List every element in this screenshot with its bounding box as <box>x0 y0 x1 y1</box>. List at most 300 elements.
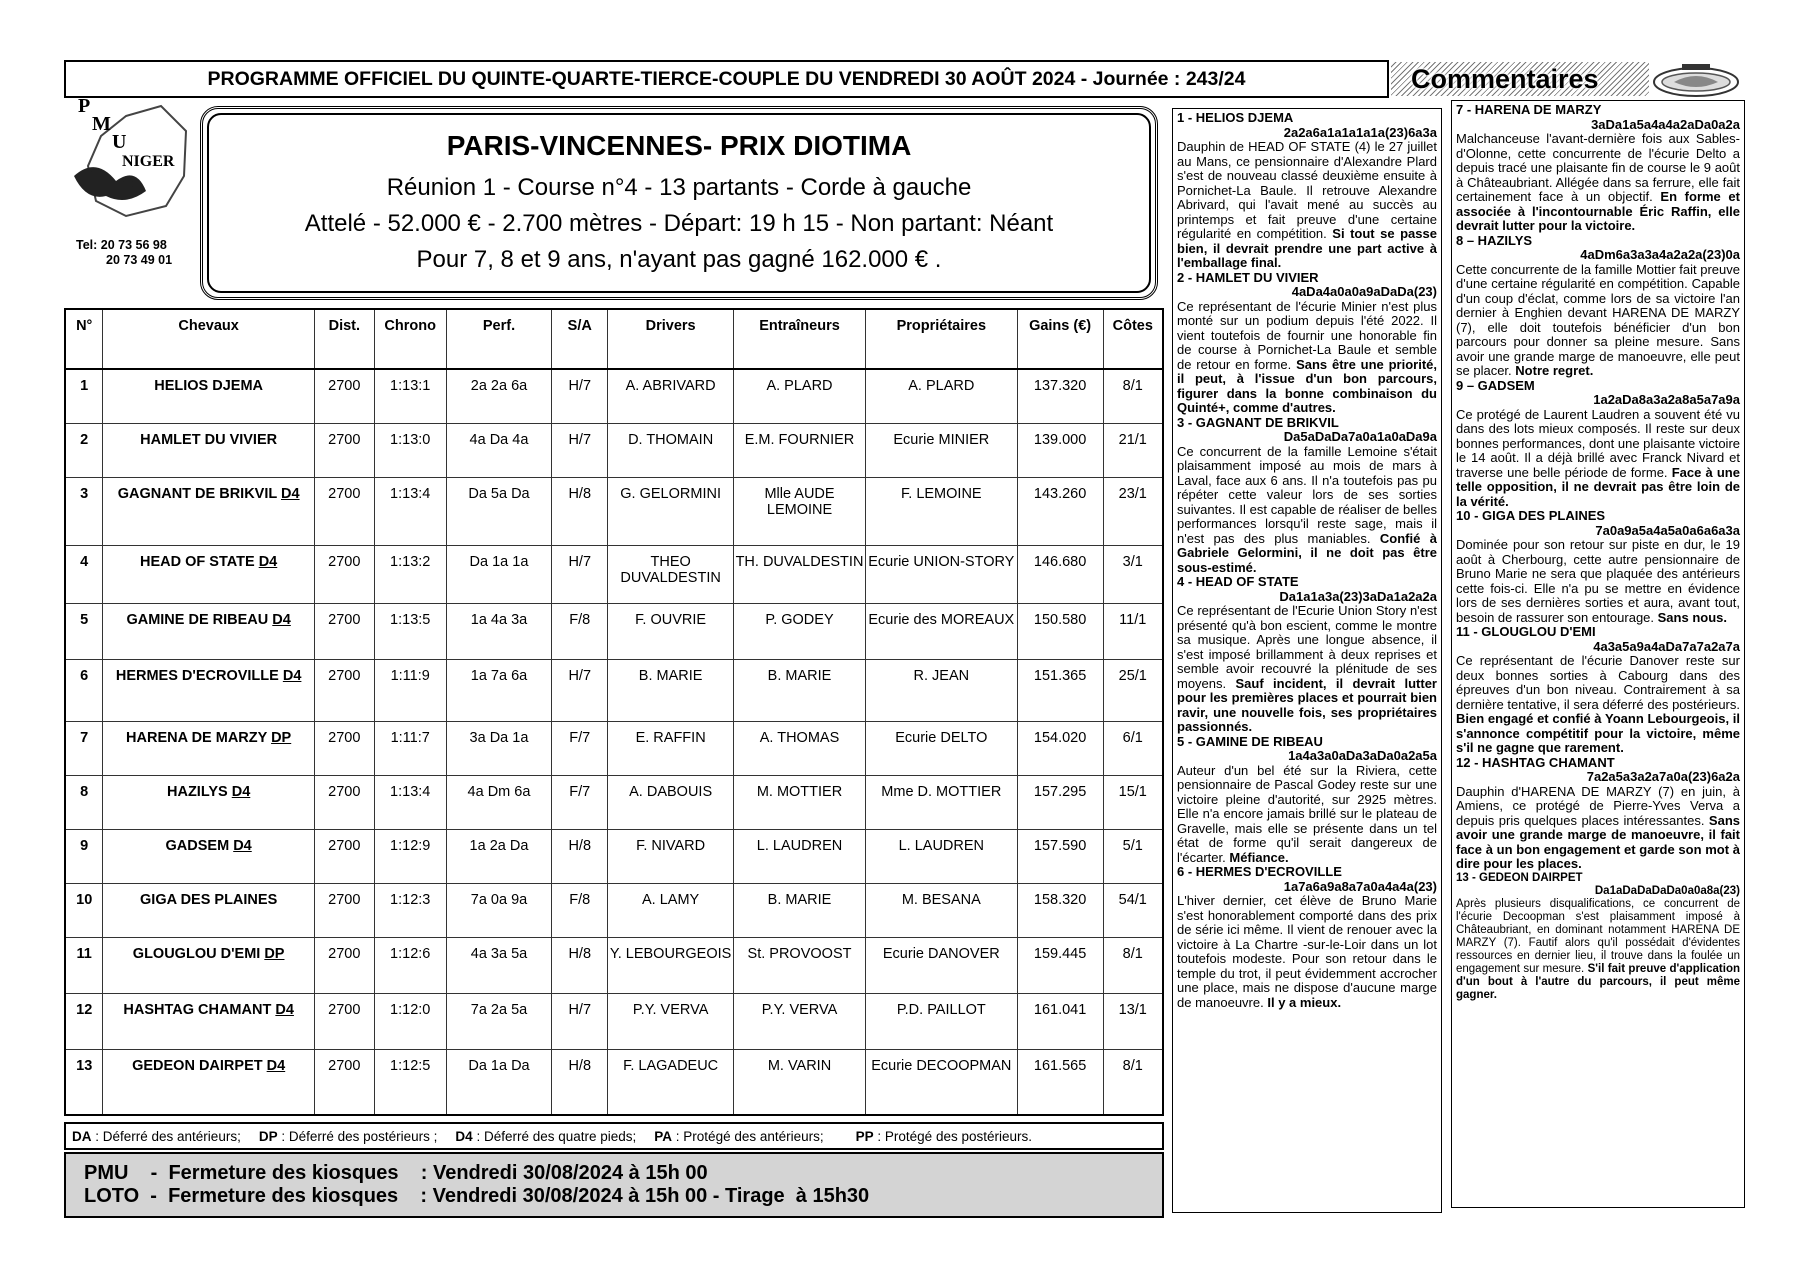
gains: 159.445 <box>1017 937 1103 993</box>
legend-text: : Protégé des postérieurs. <box>873 1128 1032 1144</box>
performance: 1a 2a Da <box>446 829 552 883</box>
phone-line-1: Tel: 20 73 56 98 <box>76 238 167 252</box>
legend-text: : Déferré des postérieurs ; <box>277 1128 438 1144</box>
comment-form-code: Da1a1a3a(23)3aDa1a2a2a <box>1279 588 1437 604</box>
horse-name <box>103 775 314 829</box>
comment-body <box>1177 300 1437 416</box>
trainer: A. PLARD <box>734 369 866 423</box>
performance: 7a 2a 5a <box>446 993 552 1049</box>
horse-name <box>103 883 314 937</box>
distance: 2700 <box>314 545 374 603</box>
table-row <box>65 477 1163 545</box>
lonani-logo <box>1652 62 1740 98</box>
svg-text:M: M <box>92 113 111 135</box>
comment-body <box>1177 764 1437 866</box>
runner-number: 11 <box>65 937 103 993</box>
comment-entry <box>1177 416 1437 576</box>
owner: M. BESANA <box>865 883 1017 937</box>
trainer: L. LAUDREN <box>734 829 866 883</box>
sex-age: F/8 <box>552 883 608 937</box>
horse-name-text: HASHTAG CHAMANT <box>123 1001 272 1018</box>
runner-number: 12 <box>65 993 103 1049</box>
column-header: Gains (€) <box>1017 309 1103 369</box>
owner: Ecurie DANOVER <box>865 937 1017 993</box>
comment-text: Malchanceuse l'avant-dernière fois aux Sables-d'Olonne, cette concurrente de l'écurie Delto a depuis tracé une plaisante fin de course le 9 août à Châteaubriant. Allégée dans sa ferrure, elle fait certainement face à un objectif. <box>1456 131 1740 204</box>
legend-item <box>856 1129 1032 1144</box>
comment-form-code: 3aDa1a5a4a4a2aDa0a2a <box>1591 116 1740 132</box>
distance: 2700 <box>314 883 374 937</box>
comment-entry <box>1177 271 1437 416</box>
comment-body <box>1456 538 1740 625</box>
table-row <box>65 603 1163 659</box>
sex-age: H/7 <box>552 545 608 603</box>
race-info-frame <box>200 106 1158 300</box>
column-header: N° <box>65 309 103 369</box>
chrono: 1:13:4 <box>374 477 446 545</box>
column-header: Chevaux <box>103 309 314 369</box>
chrono: 1:12:0 <box>374 993 446 1049</box>
column-header: Dist. <box>314 309 374 369</box>
comment-form-code: 4aDm6a3a3a4a2a2a(23)0a <box>1580 247 1740 262</box>
shoeing-tag: D4 <box>233 837 252 854</box>
comment-verdict: Méfiance. <box>1229 849 1289 865</box>
comment-text: Dauphin d'HARENA DE MARZY (7) en juin, à Amiens, ce protégé de Pierre-Yves Verva a depuis pris quelques places intéressantes. <box>1456 783 1740 828</box>
owner: A. PLARD <box>865 369 1017 423</box>
comment-body <box>1177 445 1437 576</box>
comment-verdict: Si tout se passe bien, il devrait prendre une part active à l'emballage final. <box>1177 226 1437 270</box>
shoeing-tag: D4 <box>272 611 291 628</box>
distance: 2700 <box>314 829 374 883</box>
runner-number: 5 <box>65 603 103 659</box>
comment-form-code: 1a2aDa8a3a2a8a5a7a9a <box>1593 392 1740 407</box>
odds: 54/1 <box>1103 883 1163 937</box>
comment-form-code: 1a4a3a0aDa3aDa0a2a5a <box>1288 748 1437 763</box>
driver: F. NIVARD <box>608 829 734 883</box>
gains: 150.580 <box>1017 603 1103 659</box>
shoeing-tag: DP <box>271 729 292 746</box>
horse-name <box>103 659 314 721</box>
horse-name <box>103 545 314 603</box>
owner: R. JEAN <box>865 659 1017 721</box>
race-info-box <box>207 113 1151 293</box>
odds: 11/1 <box>1103 603 1163 659</box>
gains: 158.320 <box>1017 883 1103 937</box>
table-row <box>65 545 1163 603</box>
legend-code: PA <box>654 1128 673 1144</box>
legend-item <box>455 1129 636 1144</box>
comment-body <box>1456 654 1740 756</box>
comment-body <box>1177 140 1437 271</box>
horse-name-text: GIGA DES PLAINES <box>140 891 278 908</box>
comment-entry <box>1456 103 1740 234</box>
distance: 2700 <box>314 993 374 1049</box>
table-row <box>65 1049 1163 1115</box>
shoeing-tag: D4 <box>266 1057 286 1074</box>
distance: 2700 <box>314 603 374 659</box>
horse-name-text: GEDEON DAIRPET <box>132 1057 263 1074</box>
comment-horse-title: 10 - GIGA DES PLAINES <box>1456 508 1606 523</box>
owner: Ecurie DELTO <box>865 721 1017 775</box>
horse-name <box>103 721 314 775</box>
driver: F. LAGADEUC <box>608 1049 734 1115</box>
distance: 2700 <box>314 659 374 721</box>
comment-text: Cette concurrente de la famille Mottier fait preuve d'une certaine régularité en compétition. Capable d'un coup d'éclat, comme lors de sa victoire l'an dernier à Enghien devant HARENA DE MARZY (7), elle doit toutefois bénéficier d'un bon parcours pour donner sa pleine mesure. Sans avoir une grande marge de manoeuvre, elle peut se placer. <box>1456 261 1740 378</box>
runner-number: 10 <box>65 883 103 937</box>
comment-horse-title: 9 – GADSEM <box>1456 377 1535 393</box>
loto-closing-line: LOTO - Fermeture des kiosques : Vendredi 30/08/2024 à 15h 00 - Tirage à 15h30 <box>84 1185 870 1207</box>
gains: 157.295 <box>1017 775 1103 829</box>
comment-horse-title: 8 – HAZILYS <box>1456 232 1533 248</box>
niger-map-icon <box>66 96 196 236</box>
comment-verdict: Bien engagé et confié à Yoann Lebourgeois, il s'annonce compétitif pour la victoire, même s'il ne gagne que rarement. <box>1456 711 1740 755</box>
runner-number: 8 <box>65 775 103 829</box>
comment-text: Ce représentant de l'Ecurie Union Story n'est présenté qu'à bon escient, comme le montre sa musique. Après une longue absence, il s'est imposé brillamment à deux reprises et semble avoir recouvré la plénitude de ses moyens. <box>1177 603 1437 691</box>
comment-text: L'hiver dernier, cet élève de Bruno Marie s'est honorablement comporté dans des prix de série ici même. Il vient de renouer avec la victoire à La Chartre -sur-le-Loir dans un lot toutefois modeste. Pour son retour dans le temple du trot, il peut évidemment accrocher une place, mais ne dispose d'aucune marge de manoeuvre. <box>1177 893 1437 1010</box>
performance: Da 5a Da <box>446 477 552 545</box>
runner-number: 4 <box>65 545 103 603</box>
sex-age: H/7 <box>552 659 608 721</box>
trainer: P.Y. VERVA <box>734 993 866 1049</box>
driver: A. DABOUIS <box>608 775 734 829</box>
comment-horse-title: 2 - HAMLET DU VIVIER <box>1177 269 1319 285</box>
shoeing-tag: D4 <box>275 1001 294 1018</box>
performance: 7a 0a 9a <box>446 883 552 937</box>
comment-form-code: 1a7a6a9a8a7a0a4a4a(23) <box>1283 878 1437 894</box>
column-header: Entraîneurs <box>734 309 866 369</box>
comments-column-2 <box>1451 100 1745 1208</box>
runners-table <box>64 308 1164 1116</box>
comment-body <box>1456 263 1740 379</box>
sex-age: H/8 <box>552 1049 608 1115</box>
comment-text: Dominée pour son retour sur piste en dur, le 19 août à Cherbourg, cette autre pensionnaire de Bruno Marie ne sera que plaquée des antérieurs cette fois-ci. Elle n'a pu se mettre en évidence lors de ses dernières sorties et aura, avant tout, besoin de rassurer son entourage. <box>1456 537 1740 625</box>
gains: 157.590 <box>1017 829 1103 883</box>
comment-body <box>1456 408 1740 510</box>
shoeing-tag: DP <box>264 945 285 962</box>
chrono: 1:13:0 <box>374 423 446 477</box>
legend-item <box>259 1129 438 1144</box>
driver: E. RAFFIN <box>608 721 734 775</box>
sex-age: H/8 <box>552 937 608 993</box>
owner: Ecurie DECOOPMAN <box>865 1049 1017 1115</box>
runner-number: 3 <box>65 477 103 545</box>
driver: F. OUVRIE <box>608 603 734 659</box>
driver: A. ABRIVARD <box>608 369 734 423</box>
horse-name <box>103 937 314 993</box>
odds: 6/1 <box>1103 721 1163 775</box>
chrono: 1:12:3 <box>374 883 446 937</box>
performance: Da 1a Da <box>446 1049 552 1115</box>
distance: 2700 <box>314 721 374 775</box>
shoeing-tag: D4 <box>258 553 278 570</box>
driver: THEO DUVALDESTIN <box>608 545 734 603</box>
comment-text: Auteur d'un bel été sur la Riviera, cette pensionnaire de Pascal Godey reste sur une victoire pleine d'autorité, sur 2925 mètres. Elle n'a encore jamais brillé sur le plateau de Gravelle, mais elle se présente dans un tel état de forme qu'il serait dangereux de l'écarter. <box>1177 762 1437 865</box>
horse-name <box>103 423 314 477</box>
chrono: 1:13:2 <box>374 545 446 603</box>
legend-text: : Déferré des quatre pieds; <box>472 1128 637 1144</box>
runner-number: 6 <box>65 659 103 721</box>
column-header: Chrono <box>374 309 446 369</box>
trainer: M. MOTTIER <box>734 775 866 829</box>
program-banner <box>64 60 1389 98</box>
horse-name <box>103 369 314 423</box>
horse-name <box>103 829 314 883</box>
owner: Ecurie UNION-STORY <box>865 545 1017 603</box>
performance: 1a 7a 6a <box>446 659 552 721</box>
performance: 4a Dm 6a <box>446 775 552 829</box>
gains: 154.020 <box>1017 721 1103 775</box>
commentaires-header <box>1391 62 1649 96</box>
legend-code: DP <box>258 1128 278 1144</box>
comment-form-code: 4a3a5a9a4aDa7a7a2a7a <box>1593 638 1740 654</box>
shoeing-tag: D4 <box>282 667 302 684</box>
odds: 3/1 <box>1103 545 1163 603</box>
performance: 3a Da 1a <box>446 721 552 775</box>
comment-entry <box>1177 735 1437 866</box>
horse-name-text: GADSEM <box>165 837 230 854</box>
comment-horse-title: 4 - HEAD OF STATE <box>1177 574 1299 589</box>
distance: 2700 <box>314 369 374 423</box>
owner: Ecurie MINIER <box>865 423 1017 477</box>
chrono: 1:12:9 <box>374 829 446 883</box>
horse-name <box>103 993 314 1049</box>
pmu-closing-line: PMU - Fermeture des kiosques : Vendredi 30/08/2024 à 15h 00 <box>84 1162 708 1184</box>
comment-body <box>1177 604 1437 735</box>
gains: 151.365 <box>1017 659 1103 721</box>
legend-item <box>72 1129 241 1144</box>
horse-name <box>103 1049 314 1115</box>
svg-text:U: U <box>112 131 127 153</box>
trainer: B. MARIE <box>734 883 866 937</box>
banner-text: PROGRAMME OFFICIEL DU QUINTE-QUARTE-TIERCE-COUPLE DU VENDREDI 30 AOÛT 2024 - Journée : 243/24 <box>207 67 1246 90</box>
odds: 23/1 <box>1103 477 1163 545</box>
trainer: M. VARIN <box>734 1049 866 1115</box>
runner-number: 13 <box>65 1049 103 1115</box>
commentaires-title: Commentaires <box>1411 63 1599 94</box>
driver: B. MARIE <box>608 659 734 721</box>
chrono: 1:12:6 <box>374 937 446 993</box>
chrono: 1:12:5 <box>374 1049 446 1115</box>
svg-text:P: P <box>78 96 91 117</box>
chrono: 1:11:9 <box>374 659 446 721</box>
table-row <box>65 775 1163 829</box>
comment-horse-title: 11 - GLOUGLOU D'EMI <box>1456 624 1596 639</box>
driver: G. GELORMINI <box>608 477 734 545</box>
comment-horse-title: 13 - GEDEON DAIRPET <box>1456 871 1583 884</box>
kiosk-closing-box <box>64 1152 1164 1218</box>
table-row <box>65 829 1163 883</box>
odds: 8/1 <box>1103 937 1163 993</box>
race-title: PARIS-VINCENNES- PRIX DIOTIMA <box>446 130 912 161</box>
comment-form-code: 7a2a5a3a2a7a0a(23)6a2a <box>1586 769 1740 784</box>
horse-name-text: HAZILYS <box>167 783 228 800</box>
svg-text:NIGER: NIGER <box>122 153 175 170</box>
gains: 161.565 <box>1017 1049 1103 1115</box>
comment-entry <box>1177 111 1437 271</box>
odds: 15/1 <box>1103 775 1163 829</box>
performance: 2a 2a 6a <box>446 369 552 423</box>
gains: 137.320 <box>1017 369 1103 423</box>
distance: 2700 <box>314 937 374 993</box>
distance: 2700 <box>314 1049 374 1115</box>
comment-verdict: Notre regret. <box>1515 363 1594 378</box>
distance: 2700 <box>314 477 374 545</box>
horse-name-text: HEAD OF STATE <box>140 553 255 570</box>
runner-number: 2 <box>65 423 103 477</box>
runner-number: 9 <box>65 829 103 883</box>
comment-form-code: 2a2a6a1a1a1a1a(23)6a3a <box>1283 124 1437 140</box>
table-header-row <box>65 309 1163 369</box>
performance: 1a 4a 3a <box>446 603 552 659</box>
owner: P.D. PAILLOT <box>865 993 1017 1049</box>
column-header: S/A <box>552 309 608 369</box>
race-conditions-line: Attelé - 52.000 € - 2.700 mètres - Départ: 19 h 15 - Non partant: Néant <box>304 210 1054 237</box>
owner: L. LAUDREN <box>865 829 1017 883</box>
comment-form-code: 7a0a9a5a4a5a0a6a6a3a <box>1595 522 1740 538</box>
comments-column-1 <box>1172 108 1442 1213</box>
performance: Da 1a 1a <box>446 545 552 603</box>
table-row <box>65 369 1163 423</box>
comment-entry <box>1456 509 1740 625</box>
horse-name <box>103 603 314 659</box>
table-row <box>65 721 1163 775</box>
trainer: A. THOMAS <box>734 721 866 775</box>
legend-code: D4 <box>455 1128 473 1144</box>
horse-name-text: HARENA DE MARZY <box>126 729 268 746</box>
horse-name-text: GLOUGLOU D'EMI <box>132 945 261 962</box>
sex-age: H/7 <box>552 423 608 477</box>
column-header: Côtes <box>1103 309 1163 369</box>
sex-age: F/7 <box>552 721 608 775</box>
comment-entry <box>1177 575 1437 735</box>
runner-number: 7 <box>65 721 103 775</box>
comment-text: Ce représentant de l'écurie Minier n'est plus monté sur un podium depuis l'été 2022. Il vient toutefois de fournir une honorable fin de course à Pornichet-La Baule et semble de retour en forme. <box>1177 298 1437 372</box>
horse-name-text: HELIOS DJEMA <box>154 378 264 394</box>
odds: 5/1 <box>1103 829 1163 883</box>
comment-form-code: Da1aDaDaDaDa0a0a8a(23) <box>1594 884 1740 897</box>
driver: D. THOMAIN <box>608 423 734 477</box>
legend-item <box>654 1129 823 1144</box>
comment-text: Ce représentant de l'écurie Danover reste sur deux bonnes sorties à Cabourg dans des épreuves d'un bon niveau. Contrairement à sa dernière tentative, il sera déferré des postérieurs. <box>1456 653 1740 712</box>
legend-code: PP <box>855 1128 874 1144</box>
owner: Mme D. MOTTIER <box>865 775 1017 829</box>
table-row <box>65 423 1163 477</box>
trainer: B. MARIE <box>734 659 866 721</box>
comment-horse-title: 12 - HASHTAG CHAMANT <box>1456 754 1615 770</box>
trainer: Mlle AUDE LEMOINE <box>734 477 866 545</box>
comment-verdict: Confié à Gabriele Gelormini, il ne doit pas être sous-estimé. <box>1177 530 1437 575</box>
driver: Y. LEBOURGEOIS <box>608 937 734 993</box>
performance: 4a Da 4a <box>446 423 552 477</box>
comment-entry <box>1456 379 1740 510</box>
chrono: 1:13:4 <box>374 775 446 829</box>
table-row <box>65 993 1163 1049</box>
odds: 13/1 <box>1103 993 1163 1049</box>
comment-entry <box>1456 625 1740 756</box>
sex-age: H/7 <box>552 993 608 1049</box>
comment-horse-title: 3 - GAGNANT DE BRIKVIL <box>1177 414 1339 430</box>
comment-text: Ce concurrent de la famille Lemoine s'était plaisamment imposé au mois de mars à Laval, face aux 6 ans. Il n'a toutefois pas pu répéter cette valeur lors de ses sorties suivantes. Il est capable de réaliser de belles performances lorsqu'il reste sage, mais il n'est pas des plus maniables. <box>1177 443 1437 546</box>
column-header: Perf. <box>446 309 552 369</box>
lonani-emblem-icon <box>1652 62 1740 98</box>
owner: Ecurie des MOREAUX <box>865 603 1017 659</box>
comment-verdict: Sans nous. <box>1657 609 1727 625</box>
trainer: St. PROVOOST <box>734 937 866 993</box>
comment-horse-title: 7 - HARENA DE MARZY <box>1456 102 1602 117</box>
comment-body <box>1456 898 1740 1002</box>
sex-age: F/7 <box>552 775 608 829</box>
chrono: 1:13:1 <box>374 369 446 423</box>
comment-body <box>1177 894 1437 1010</box>
comment-text: Après plusieurs disqualifications, ce concurrent de l'écurie Decoopman s'est plaisamment imposé à Châteaubriant, en dominant notamment HARENA DE MARZY (7). Fautif alors qu'il possédait d'évidentes ressources en dernier lieu, il trouve dans la foulée un engagement sur mesure. <box>1456 897 1740 975</box>
trainer: E.M. FOURNIER <box>734 423 866 477</box>
comment-entry <box>1456 872 1740 1002</box>
phone-numbers <box>76 238 172 268</box>
horse-name-text: GAGNANT DE BRIKVIL <box>117 485 277 502</box>
race-meeting-line: Réunion 1 - Course n°4 - 13 partants - Corde à gauche <box>386 174 972 201</box>
race-eligibility-line: Pour 7, 8 et 9 ans, n'ayant pas gagné 162.000 € . <box>416 246 942 273</box>
horse-name <box>103 477 314 545</box>
gains: 139.000 <box>1017 423 1103 477</box>
comment-form-code: 4aDa4a0a0a9aDaDa(23) <box>1291 284 1437 299</box>
comment-entry <box>1456 234 1740 379</box>
driver: A. LAMY <box>608 883 734 937</box>
gains: 146.680 <box>1017 545 1103 603</box>
performance: 4a 3a 5a <box>446 937 552 993</box>
odds: 8/1 <box>1103 1049 1163 1115</box>
column-header: Drivers <box>608 309 734 369</box>
gains: 143.260 <box>1017 477 1103 545</box>
chrono: 1:13:5 <box>374 603 446 659</box>
phone-line-2: 20 73 49 01 <box>106 253 173 267</box>
table-row <box>65 937 1163 993</box>
gains: 161.041 <box>1017 993 1103 1049</box>
legend-text: : Déferré des antérieurs; <box>91 1128 241 1144</box>
comment-horse-title: 6 - HERMES D'ECROVILLE <box>1177 864 1342 879</box>
horse-name-text: GAMINE DE RIBEAU <box>126 611 269 628</box>
chrono: 1:11:7 <box>374 721 446 775</box>
horse-name-text: HAMLET DU VIVIER <box>140 431 278 448</box>
column-header: Propriétaires <box>865 309 1017 369</box>
comment-verdict: Il y a mieux. <box>1267 994 1342 1010</box>
comment-horse-title: 5 - GAMINE DE RIBEAU <box>1177 733 1323 749</box>
comment-form-code: Da5aDaDa7a0a1a0aDa9a <box>1283 429 1437 444</box>
comment-text: Dauphin de HEAD OF STATE (4) le 27 juillet au Mans, ce pensionnaire d'Alexandre Plard s'est de nouveau classé deuxième ensuite à Pornichet-La Baule. Il retrouve Alexandre Abrivard, qui l'avait mené au succès au printemps et fait preuve d'une certaine régularité en compétition. <box>1177 139 1437 241</box>
odds: 8/1 <box>1103 369 1163 423</box>
table-row <box>65 883 1163 937</box>
distance: 2700 <box>314 423 374 477</box>
legend-code: DA <box>72 1128 92 1144</box>
shoeing-tag: D4 <box>281 485 300 502</box>
sex-age: H/7 <box>552 369 608 423</box>
trainer: TH. DUVALDESTIN <box>734 545 866 603</box>
runner-number: 1 <box>65 369 103 423</box>
distance: 2700 <box>314 775 374 829</box>
comment-verdict: En forme et associée à l'incontournable Éric Raffin, elle devrait lutter pour la victoire. <box>1456 189 1740 233</box>
comment-entry <box>1456 756 1740 872</box>
driver: P.Y. VERVA <box>608 993 734 1049</box>
comment-text: Ce protégé de Laurent Laudren a souvent été vu dans des lots mieux composés. Il reste sur deux bonnes performances, dont une plaisante victoire le 14 août. Il a déjà brillé avec Franck Nivard et traverse une belle période de forme. <box>1456 406 1741 480</box>
shoeing-legend <box>64 1122 1164 1150</box>
comment-verdict: Sans être une priorité, il peut, à l'issue d'un bon parcours, figurer dans la bonne combinaison du Quinté+, comme d'autres. <box>1177 356 1438 415</box>
comment-verdict: Sauf incident, il devrait lutter pour les premières places et pourrait bien ravir, une nouvelle fois, ses propriétaires passionnés. <box>1177 675 1437 734</box>
sex-age: F/8 <box>552 603 608 659</box>
horse-name-text: HERMES D'ECROVILLE <box>115 667 279 684</box>
sex-age: H/8 <box>552 477 608 545</box>
comment-entry <box>1177 865 1437 1010</box>
comment-verdict: S'il fait preuve d'application d'un bout à l'autre du parcours, il peut même gagner. <box>1456 962 1740 1001</box>
trainer: P. GODEY <box>734 603 866 659</box>
comment-verdict: Sans avoir une grande marge de manoeuvre, il fait face à un bon engagement et garde son mot à dire pour les places. <box>1456 812 1740 871</box>
